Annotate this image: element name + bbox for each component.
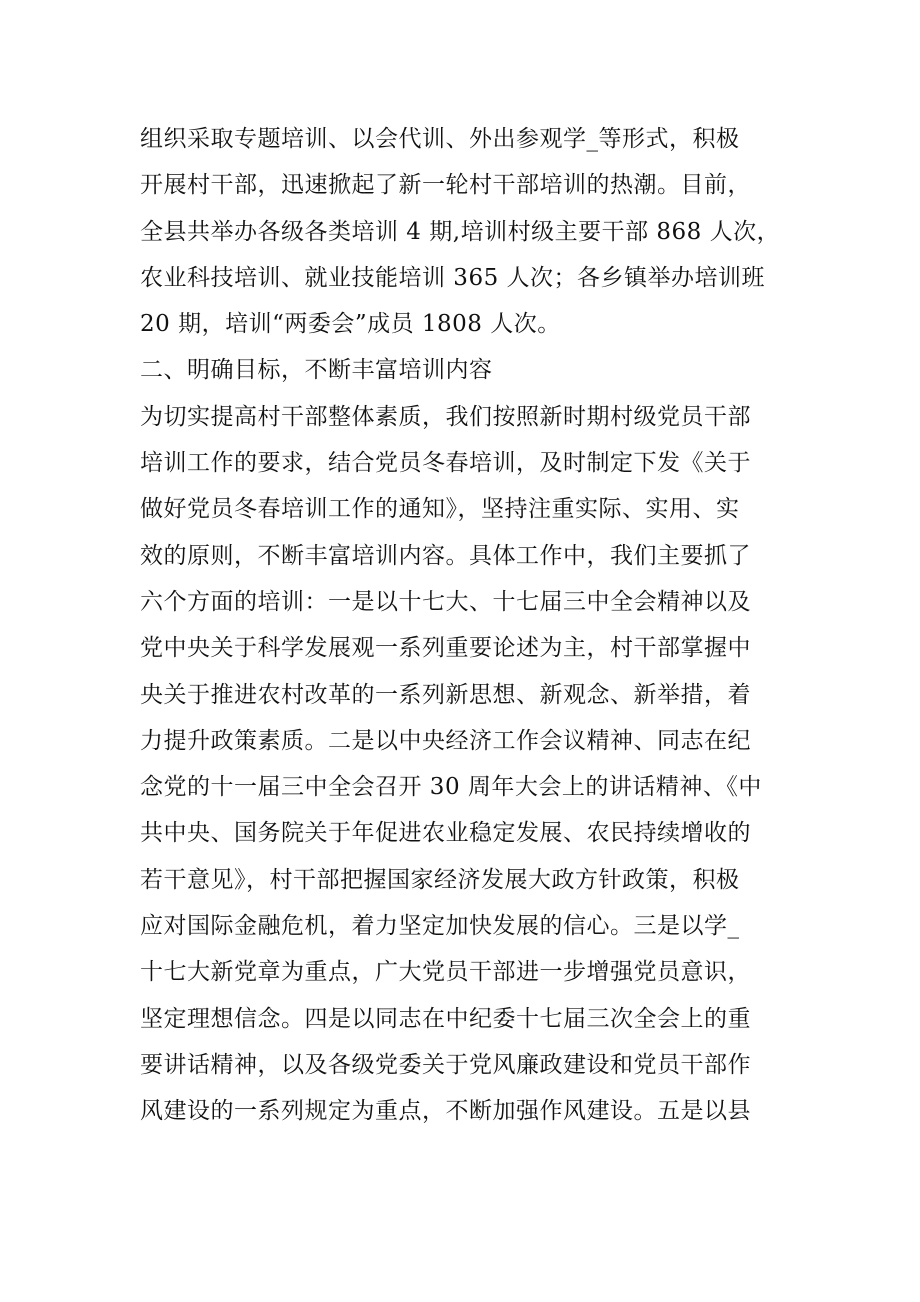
text-line: 效的原则，不断丰富培训内容。具体工作中，我们主要抓了 xyxy=(140,542,751,569)
text-line: 开展村干部，迅速掀起了新一轮村干部培训的热潮。目前， xyxy=(140,172,751,199)
text-line: 六个方面的培训：一是以十七大、十七届三中全会精神以及 xyxy=(140,588,751,615)
text-line: 念党的十一届三中全会召开 30 周年大会上的讲话精神、《中 xyxy=(140,774,762,801)
text-line: 央关于推进农村改革的一系列新思想、新观念、新举措，着 xyxy=(140,681,751,708)
text-line: 十七大新党章为重点，广大党员干部进一步增强党员意识， xyxy=(140,959,751,986)
text-line: 全县共举办各级各类培训 4 期,培训村级主要干部 868 人次， xyxy=(140,218,781,245)
text-line: 为切实提高村干部整体素质，我们按照新时期村级党员干部 xyxy=(140,403,751,430)
document-body xyxy=(140,116,800,1135)
text-line: 风建设的一系列规定为重点，不断加强作风建设。五是以县 xyxy=(140,1098,751,1125)
text-line: 要讲话精神，以及各级党委关于党风廉政建设和党员干部作 xyxy=(140,1051,751,1078)
text-line: 共中央、国务院关于年促进农业稳定发展、农民持续增收的 xyxy=(140,820,751,847)
text-line: 农业科技培训、就业技能培训 365 人次；各乡镇举办培训班 xyxy=(140,264,766,291)
text-line: 20 期，培训“两委会”成员 1808 人次。 xyxy=(140,311,561,338)
text-line: 力提升政策素质。二是以中央经济工作会议精神、同志在纪 xyxy=(140,727,751,754)
text-line: 坚定理想信念。四是以同志在中纪委十七届三次全会上的重 xyxy=(140,1005,751,1032)
text-line: 应对国际金融危机，着力坚定加快发展的信心。三是以学_ xyxy=(140,913,740,940)
text-line: 培训工作的要求，结合党员冬春培训，及时制定下发《关于 xyxy=(140,450,751,477)
text-line: 做好党员冬春培训工作的通知》，坚持注重实际、实用、实 xyxy=(140,496,740,523)
section-heading: 二、明确目标，不断丰富培训内容 xyxy=(140,357,493,384)
text-line: 组织采取专题培训、以会代训、外出参观学_等形式，积极 xyxy=(140,126,740,152)
text-line: 若干意见》，村干部把握国家经济发展大政方针政策，积极 xyxy=(140,866,740,893)
text-line: 党中央关于科学发展观一系列重要论述为主，村干部掌握中 xyxy=(140,635,751,662)
